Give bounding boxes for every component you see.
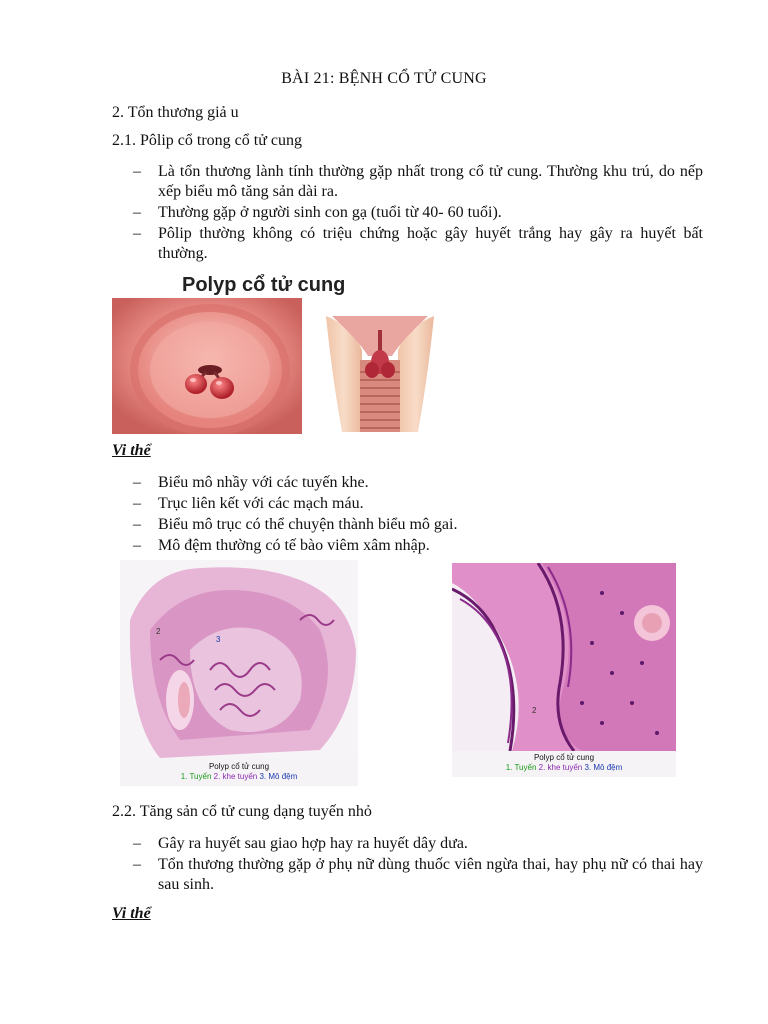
bullet-list-2-1 bbox=[133, 162, 703, 265]
micro-right-caption-title: Polyp cổ tử cung bbox=[533, 753, 595, 762]
figure-title: Polyp cổ tử cung bbox=[182, 274, 346, 296]
micro-right-caption bbox=[452, 753, 676, 773]
list-item: – Thường gặp ở người sinh con gạ (tuổi từ 40- 60 tuổi). bbox=[133, 204, 502, 221]
bullet-list-vi-the bbox=[133, 473, 703, 557]
bullet-dash: – bbox=[133, 516, 141, 533]
bullet-dash: – bbox=[133, 537, 141, 554]
micrograph-right-image bbox=[452, 563, 676, 751]
list-item: – Là tổn thương lành tính thường gặp nhất trong cổ tử cung. Thường khu trú, do nếp xếp biểu mô tăng sản dài ra. bbox=[133, 163, 703, 200]
bullet-dash: – bbox=[133, 204, 141, 221]
section-heading-2-1: 2.1. Pôlip cổ trong cổ tử cung bbox=[112, 132, 302, 149]
page-title: BÀI 21: BỆNH CỔ TỬ CUNG bbox=[281, 70, 487, 87]
section-heading-2-2: 2.2. Tăng sản cổ tử cung dạng tuyến nhỏ bbox=[112, 803, 372, 820]
bullet-dash: – bbox=[133, 835, 141, 852]
micro-right-legend: 1. Tuyến 2. khe tuyến 3. Mô đệm bbox=[505, 763, 623, 772]
micrograph-left-panel bbox=[120, 560, 358, 786]
list-item: – Biểu mô nhầy với các tuyến khe. bbox=[133, 474, 369, 491]
bullet-dash: – bbox=[133, 856, 141, 873]
list-item: – Gây ra huyết sau giao hợp hay ra huyết dây dưa. bbox=[133, 835, 468, 852]
list-item: – Trục liên kết với các mạch máu. bbox=[133, 495, 364, 512]
micrograph-right-panel bbox=[452, 563, 676, 777]
cervix-front-view-image bbox=[112, 298, 302, 434]
micro-left-legend: 1. Tuyến 2. khe tuyến 3. Mô đệm bbox=[180, 772, 298, 781]
list-item: – Mô đệm thường có tế bào viêm xâm nhập. bbox=[133, 537, 430, 554]
list-item: – Biểu mô trục có thể chuyện thành biểu mô gai. bbox=[133, 516, 458, 533]
vi-the-heading-2: Vi thể bbox=[112, 905, 151, 922]
bullet-dash: – bbox=[133, 225, 141, 242]
micro-right-label-2: 2 bbox=[532, 706, 537, 715]
cervix-section-image bbox=[322, 316, 438, 432]
micro-left-label-2: 2 bbox=[156, 627, 161, 636]
list-item: – Pôlip thường không có triệu chứng hoặc gây huyết trắng hay gây ra huyết bất thường. bbox=[133, 225, 703, 262]
bullet-dash: – bbox=[133, 474, 141, 491]
bullet-list-2-2 bbox=[133, 834, 703, 896]
section-heading-2: 2. Tổn thương giả u bbox=[112, 104, 239, 121]
micro-left-label-3: 3 bbox=[216, 635, 221, 644]
list-item: – Tổn thương thường gặp ở phụ nữ dùng thuốc viên ngừa thai, hay phụ nữ có thai hay sau sinh. bbox=[133, 856, 703, 893]
bullet-dash: – bbox=[133, 163, 141, 180]
vi-the-heading: Vi thể bbox=[112, 442, 151, 459]
bullet-dash: – bbox=[133, 495, 141, 512]
micrograph-left-image bbox=[120, 560, 358, 758]
micro-left-caption-title: Polyp cổ tử cung bbox=[208, 762, 270, 771]
micro-left-caption bbox=[120, 762, 358, 782]
